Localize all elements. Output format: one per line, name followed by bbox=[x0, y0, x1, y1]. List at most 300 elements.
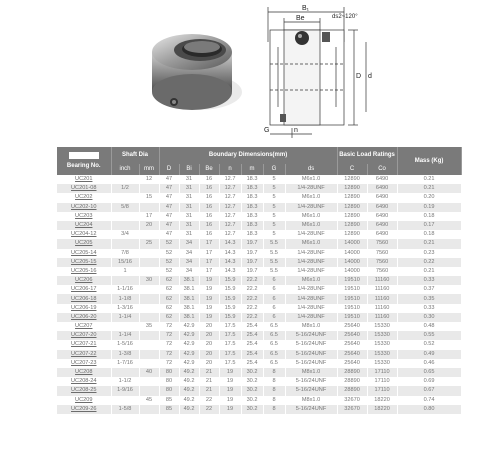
table-cell: 14000 bbox=[337, 249, 367, 258]
table-cell: 0.74 bbox=[397, 396, 461, 405]
table-cell: 19 bbox=[219, 368, 241, 377]
table-cell: 14.3 bbox=[219, 267, 241, 276]
table-cell: 12890 bbox=[337, 203, 367, 212]
bearing-no-link[interactable]: UC206-20 bbox=[57, 313, 111, 322]
table-row bbox=[57, 405, 461, 414]
table-cell bbox=[139, 313, 159, 322]
table-cell: 20 bbox=[199, 340, 219, 349]
table-cell: 15330 bbox=[367, 359, 397, 368]
table-cell: M6x1.0 bbox=[285, 175, 337, 184]
table-cell: 15330 bbox=[367, 322, 397, 331]
table-row bbox=[57, 359, 461, 368]
table-row bbox=[57, 368, 461, 377]
table-cell: 7/8 bbox=[111, 249, 139, 258]
header-box bbox=[69, 152, 99, 159]
table-cell: 5 bbox=[263, 184, 285, 193]
bearing-no-link[interactable]: UC208-24 bbox=[57, 377, 111, 386]
table-cell: 19.7 bbox=[241, 239, 263, 248]
table-cell: 1-3/8 bbox=[111, 350, 139, 359]
table-cell: 62 bbox=[159, 313, 179, 322]
table-cell: 17.5 bbox=[219, 322, 241, 331]
table-row bbox=[57, 193, 461, 202]
table-cell: 25 bbox=[139, 239, 159, 248]
bearing-no-link[interactable]: UC206-18 bbox=[57, 294, 111, 303]
table-cell: 22.2 bbox=[241, 294, 263, 303]
table-cell bbox=[111, 212, 139, 221]
table-cell: 0.37 bbox=[397, 285, 461, 294]
table-row bbox=[57, 221, 461, 230]
table-cell: 0.46 bbox=[397, 359, 461, 368]
table-cell: 19.7 bbox=[241, 258, 263, 267]
table-cell: 52 bbox=[159, 258, 179, 267]
table-cell: 25.4 bbox=[241, 331, 263, 340]
table-cell: 6.5 bbox=[263, 331, 285, 340]
bearing-no-link[interactable]: UC205-14 bbox=[57, 249, 111, 258]
table-cell: 0.22 bbox=[397, 258, 461, 267]
table-cell: 18.3 bbox=[241, 203, 263, 212]
table-cell: 1-9/16 bbox=[111, 386, 139, 395]
bearing-photo bbox=[138, 28, 258, 118]
table-cell: 19 bbox=[199, 285, 219, 294]
table-cell: 7560 bbox=[367, 239, 397, 248]
table-cell: 7560 bbox=[367, 267, 397, 276]
table-cell: 38.1 bbox=[179, 294, 199, 303]
table-cell: 17.5 bbox=[219, 340, 241, 349]
table-cell: 16 bbox=[199, 193, 219, 202]
table-cell: 49.2 bbox=[179, 368, 199, 377]
table-cell: 31 bbox=[179, 184, 199, 193]
table-cell: 72 bbox=[159, 340, 179, 349]
table-cell: 6490 bbox=[367, 184, 397, 193]
table-cell: 0.21 bbox=[397, 239, 461, 248]
mass-header: Mass (Kg) bbox=[397, 147, 461, 175]
subheader-m: m bbox=[241, 164, 263, 175]
table-cell: 1-1/8 bbox=[111, 294, 139, 303]
table-cell bbox=[139, 405, 159, 414]
table-cell: 30.2 bbox=[241, 386, 263, 395]
table-cell: 22.2 bbox=[241, 304, 263, 313]
table-cell: 12.7 bbox=[219, 193, 241, 202]
table-cell: 19 bbox=[199, 313, 219, 322]
table-cell: 25640 bbox=[337, 340, 367, 349]
table-cell: 52 bbox=[159, 239, 179, 248]
table-cell: 38.1 bbox=[179, 276, 199, 285]
table-row bbox=[57, 294, 461, 303]
table-cell: 45 bbox=[139, 396, 159, 405]
table-cell bbox=[139, 386, 159, 395]
table-row bbox=[57, 350, 461, 359]
table-cell: 5.5 bbox=[263, 267, 285, 276]
table-cell: 0.21 bbox=[397, 267, 461, 276]
bearing-no-link[interactable]: UC203 bbox=[57, 212, 111, 221]
table-cell: 6.5 bbox=[263, 322, 285, 331]
ds-label: ds2~120° bbox=[332, 14, 358, 20]
table-row bbox=[57, 396, 461, 405]
table-cell: 49.2 bbox=[179, 396, 199, 405]
table-cell: 34 bbox=[179, 267, 199, 276]
table-cell: 25.4 bbox=[241, 340, 263, 349]
subheader-Be: Be bbox=[199, 164, 219, 175]
table-cell: 1/4-28UNF bbox=[285, 230, 337, 239]
table-cell: 40 bbox=[139, 368, 159, 377]
table-cell: 3/4 bbox=[111, 230, 139, 239]
bearing-no-link[interactable]: UC202 bbox=[57, 193, 111, 202]
spec-table bbox=[57, 147, 462, 414]
table-cell bbox=[139, 285, 159, 294]
table-cell: 6490 bbox=[367, 230, 397, 239]
table-cell: 1-1/4 bbox=[111, 313, 139, 322]
subheader-Bi: Bi bbox=[179, 164, 199, 175]
table-cell: 6490 bbox=[367, 193, 397, 202]
table-cell: 6490 bbox=[367, 175, 397, 184]
table-cell: 85 bbox=[159, 405, 179, 414]
table-cell: 19510 bbox=[337, 313, 367, 322]
bearing-no-link[interactable]: UC206-17 bbox=[57, 285, 111, 294]
table-cell: 6 bbox=[263, 304, 285, 313]
table-cell bbox=[111, 175, 139, 184]
table-cell: 0.33 bbox=[397, 276, 461, 285]
table-cell: 17 bbox=[199, 239, 219, 248]
table-cell: 6 bbox=[263, 285, 285, 294]
table-cell: 12.7 bbox=[219, 221, 241, 230]
table-cell: 15.9 bbox=[219, 313, 241, 322]
bearing-no-link[interactable]: UC208-25 bbox=[57, 386, 111, 395]
table-cell: 47 bbox=[159, 212, 179, 221]
table-cell bbox=[139, 267, 159, 276]
bearing-no-link[interactable]: UC207 bbox=[57, 322, 111, 331]
table-cell: 47 bbox=[159, 203, 179, 212]
table-row bbox=[57, 212, 461, 221]
table-cell: 19 bbox=[219, 405, 241, 414]
table-cell: 19 bbox=[199, 276, 219, 285]
table-cell: 34 bbox=[179, 258, 199, 267]
table-row bbox=[57, 386, 461, 395]
table-cell: 52 bbox=[159, 249, 179, 258]
table-cell: M6x1.0 bbox=[285, 276, 337, 285]
table-cell: 21 bbox=[199, 386, 219, 395]
table-cell: 21 bbox=[199, 368, 219, 377]
table-cell: 42.9 bbox=[179, 331, 199, 340]
table-cell: 16 bbox=[199, 184, 219, 193]
table-cell: 49.2 bbox=[179, 386, 199, 395]
table-cell: 31 bbox=[179, 221, 199, 230]
table-cell: 0.65 bbox=[397, 368, 461, 377]
table-cell: 5.5 bbox=[263, 249, 285, 258]
table-cell: 7560 bbox=[367, 258, 397, 267]
table-cell: 17.5 bbox=[219, 359, 241, 368]
bearing-no-link[interactable]: UC205-15 bbox=[57, 258, 111, 267]
table-cell: 22.2 bbox=[241, 285, 263, 294]
table-cell: 1-1/4 bbox=[111, 331, 139, 340]
table-row bbox=[57, 230, 461, 239]
table-cell: 19 bbox=[199, 294, 219, 303]
table-cell: 11160 bbox=[367, 276, 397, 285]
table-cell: 1/2 bbox=[111, 184, 139, 193]
table-cell: 0.18 bbox=[397, 230, 461, 239]
table-cell: 28890 bbox=[337, 377, 367, 386]
table-cell: 5-16/24UNF bbox=[285, 340, 337, 349]
table-cell: 6.5 bbox=[263, 340, 285, 349]
bearing-no-link[interactable]: UC201-08 bbox=[57, 184, 111, 193]
table-cell: 30.2 bbox=[241, 396, 263, 405]
bearing-no-link[interactable]: UC206-19 bbox=[57, 304, 111, 313]
table-cell: 72 bbox=[159, 359, 179, 368]
table-cell: 30.2 bbox=[241, 377, 263, 386]
table-cell: 15330 bbox=[367, 350, 397, 359]
table-cell: 18.3 bbox=[241, 230, 263, 239]
table-cell: 30 bbox=[139, 276, 159, 285]
table-cell: 0.33 bbox=[397, 304, 461, 313]
table-cell: 20 bbox=[139, 221, 159, 230]
table-cell: 25640 bbox=[337, 331, 367, 340]
cross-section-drawing bbox=[262, 2, 384, 140]
table-cell: 15330 bbox=[367, 340, 397, 349]
table-cell: 20 bbox=[199, 331, 219, 340]
table-cell: 8 bbox=[263, 377, 285, 386]
table-cell: 1/4-28UNF bbox=[285, 249, 337, 258]
table-cell: 1/4-28UNF bbox=[285, 313, 337, 322]
table-cell: 1-1/2 bbox=[111, 377, 139, 386]
table-cell: 18220 bbox=[367, 396, 397, 405]
table-cell: 11160 bbox=[367, 294, 397, 303]
table-cell: 16 bbox=[199, 175, 219, 184]
table-cell: 47 bbox=[159, 175, 179, 184]
table-cell: 15330 bbox=[367, 331, 397, 340]
table-row bbox=[57, 331, 461, 340]
table-cell: 17 bbox=[139, 212, 159, 221]
bearing-no-link[interactable]: UC207-20 bbox=[57, 331, 111, 340]
bearing-no-link[interactable]: UC201 bbox=[57, 175, 111, 184]
bearing-no-link[interactable]: UC207-23 bbox=[57, 359, 111, 368]
table-cell: 62 bbox=[159, 285, 179, 294]
table-cell: 5-16/24UNF bbox=[285, 386, 337, 395]
table-cell: 18.3 bbox=[241, 193, 263, 202]
table-cell: 15.9 bbox=[219, 285, 241, 294]
table-cell: 25640 bbox=[337, 359, 367, 368]
table-cell: 5.5 bbox=[263, 239, 285, 248]
table-cell: 14000 bbox=[337, 258, 367, 267]
table-cell: 12.7 bbox=[219, 203, 241, 212]
table-cell: 18.3 bbox=[241, 175, 263, 184]
table-cell: 31 bbox=[179, 230, 199, 239]
table-cell: 16 bbox=[199, 230, 219, 239]
table-cell: 12890 bbox=[337, 212, 367, 221]
table-cell bbox=[111, 193, 139, 202]
table-row bbox=[57, 258, 461, 267]
table-cell: 30.2 bbox=[241, 405, 263, 414]
table-cell: M6x1.0 bbox=[285, 193, 337, 202]
table-cell: 72 bbox=[159, 331, 179, 340]
table-cell: 1/4-28UNF bbox=[285, 267, 337, 276]
table-cell: 1/4-28UNF bbox=[285, 203, 337, 212]
subheader-inch: inch bbox=[111, 164, 139, 175]
table-cell: 17.5 bbox=[219, 331, 241, 340]
table-cell: 0.67 bbox=[397, 386, 461, 395]
table-cell: 0.49 bbox=[397, 350, 461, 359]
table-cell: 0.21 bbox=[397, 184, 461, 193]
table-cell: 18.3 bbox=[241, 212, 263, 221]
table-cell: 5 bbox=[263, 230, 285, 239]
table-cell: 20 bbox=[199, 350, 219, 359]
table-cell: 62 bbox=[159, 304, 179, 313]
table-cell: 25.4 bbox=[241, 322, 263, 331]
bearing-no-link[interactable]: UC202-10 bbox=[57, 203, 111, 212]
subheader-n: n bbox=[219, 164, 241, 175]
table-cell bbox=[111, 368, 139, 377]
bearing-no-link[interactable]: UC204 bbox=[57, 221, 111, 230]
table-cell bbox=[111, 396, 139, 405]
bearing-no-link[interactable]: UC209 bbox=[57, 396, 111, 405]
table-cell: 17110 bbox=[367, 368, 397, 377]
table-cell: 6.5 bbox=[263, 350, 285, 359]
d-label: d bbox=[368, 73, 372, 80]
table-cell: 22.2 bbox=[241, 276, 263, 285]
table-cell: 6490 bbox=[367, 203, 397, 212]
table-cell: 11160 bbox=[367, 313, 397, 322]
table-cell: 18.3 bbox=[241, 184, 263, 193]
subheader-Co: Co bbox=[367, 164, 397, 175]
table-cell: 22 bbox=[199, 396, 219, 405]
table-cell: 5 bbox=[263, 212, 285, 221]
table-cell: 12.7 bbox=[219, 184, 241, 193]
table-cell: M6x1.0 bbox=[285, 239, 337, 248]
table-cell: 47 bbox=[159, 230, 179, 239]
table-cell: 19510 bbox=[337, 285, 367, 294]
table-row bbox=[57, 203, 461, 212]
table-row bbox=[57, 285, 461, 294]
table-cell: 1/4-28UNF bbox=[285, 294, 337, 303]
table-cell: 1-5/8 bbox=[111, 405, 139, 414]
table-cell: 19 bbox=[219, 386, 241, 395]
table-cell: 8 bbox=[263, 405, 285, 414]
table-row bbox=[57, 175, 461, 184]
table-cell: 7560 bbox=[367, 249, 397, 258]
table-cell: 1-1/16 bbox=[111, 285, 139, 294]
bearing-no-label: Bearing No. bbox=[66, 163, 101, 169]
table-cell: 52 bbox=[159, 267, 179, 276]
table-cell: 11160 bbox=[367, 285, 397, 294]
table-cell: 62 bbox=[159, 276, 179, 285]
table-cell: 21 bbox=[199, 377, 219, 386]
bearing-no-link[interactable]: UC207-21 bbox=[57, 340, 111, 349]
table-cell: 12.7 bbox=[219, 175, 241, 184]
table-cell: 34 bbox=[179, 239, 199, 248]
table-cell: 18220 bbox=[367, 405, 397, 414]
table-cell: 12 bbox=[139, 175, 159, 184]
table-cell bbox=[139, 359, 159, 368]
table-cell: 12890 bbox=[337, 230, 367, 239]
table-cell: 22.2 bbox=[241, 313, 263, 322]
table-cell: 5 bbox=[263, 175, 285, 184]
bearing-no-link[interactable]: UC208 bbox=[57, 368, 111, 377]
table-cell: 17 bbox=[199, 249, 219, 258]
table-cell: 42.9 bbox=[179, 350, 199, 359]
table-cell bbox=[139, 340, 159, 349]
bearing-no-link[interactable]: UC204-12 bbox=[57, 230, 111, 239]
table-row bbox=[57, 276, 461, 285]
bearing-no-link[interactable]: UC206 bbox=[57, 276, 111, 285]
table-cell: 16 bbox=[199, 203, 219, 212]
table-cell: 14000 bbox=[337, 267, 367, 276]
table-cell: 20 bbox=[199, 322, 219, 331]
table-cell: 49.2 bbox=[179, 405, 199, 414]
table-cell: 19510 bbox=[337, 304, 367, 313]
table-cell: 17 bbox=[199, 267, 219, 276]
table-cell: 0.80 bbox=[397, 405, 461, 414]
table-cell: 42.9 bbox=[179, 359, 199, 368]
table-cell: 15.9 bbox=[219, 294, 241, 303]
subheader-mm: mm bbox=[139, 164, 159, 175]
header-row bbox=[57, 147, 461, 164]
table-cell: 5-16/24UNF bbox=[285, 405, 337, 414]
table-cell: 0.19 bbox=[397, 203, 461, 212]
table-cell: 35 bbox=[139, 322, 159, 331]
bearing-no-link[interactable]: UC207-22 bbox=[57, 350, 111, 359]
table-cell: 0.30 bbox=[397, 313, 461, 322]
table-cell: 34 bbox=[179, 249, 199, 258]
table-cell bbox=[139, 294, 159, 303]
table-cell: 19.7 bbox=[241, 249, 263, 258]
subheader-ds: ds bbox=[285, 164, 337, 175]
table-row bbox=[57, 304, 461, 313]
table-cell: 1/4-28UNF bbox=[285, 285, 337, 294]
table-cell: 12890 bbox=[337, 184, 367, 193]
table-cell: 14000 bbox=[337, 239, 367, 248]
table-cell: 38.1 bbox=[179, 304, 199, 313]
table-cell: 47 bbox=[159, 193, 179, 202]
table-cell: 31 bbox=[179, 203, 199, 212]
table-cell: 5.5 bbox=[263, 258, 285, 267]
table-cell: 25640 bbox=[337, 322, 367, 331]
table-row bbox=[57, 340, 461, 349]
table-row bbox=[57, 184, 461, 193]
table-cell: 80 bbox=[159, 377, 179, 386]
bearing-no-link[interactable]: UC205-16 bbox=[57, 267, 111, 276]
bearing-no-link[interactable]: UC205 bbox=[57, 239, 111, 248]
table-cell: 8 bbox=[263, 396, 285, 405]
table-cell: 85 bbox=[159, 396, 179, 405]
table-cell: 0.18 bbox=[397, 212, 461, 221]
bearing-no-link[interactable]: UC209-26 bbox=[57, 405, 111, 414]
g-label: G bbox=[264, 127, 270, 134]
table-cell bbox=[139, 304, 159, 313]
table-cell: 17.5 bbox=[219, 350, 241, 359]
table-cell: 6 bbox=[263, 294, 285, 303]
b1-label: B₁ bbox=[302, 5, 310, 12]
table-cell: 17110 bbox=[367, 377, 397, 386]
table-cell: 6.5 bbox=[263, 359, 285, 368]
table-cell: 1-7/16 bbox=[111, 359, 139, 368]
table-cell: 1-5/16 bbox=[111, 340, 139, 349]
table-cell: 49.2 bbox=[179, 377, 199, 386]
table-cell: 12890 bbox=[337, 175, 367, 184]
table-cell: 19510 bbox=[337, 276, 367, 285]
table-cell bbox=[139, 249, 159, 258]
table-cell: M8x1.0 bbox=[285, 322, 337, 331]
table-cell: 5 bbox=[263, 221, 285, 230]
table-cell: 14.3 bbox=[219, 258, 241, 267]
table-cell: 6 bbox=[263, 276, 285, 285]
table-cell: 30.2 bbox=[241, 368, 263, 377]
subheader-D: D bbox=[159, 164, 179, 175]
table-cell: M8x1.0 bbox=[285, 396, 337, 405]
table-cell: 0.35 bbox=[397, 294, 461, 303]
table-cell: 5 bbox=[263, 193, 285, 202]
table-cell: 0.23 bbox=[397, 249, 461, 258]
table-cell: 12890 bbox=[337, 193, 367, 202]
table-row bbox=[57, 377, 461, 386]
table-cell: 1/4-28UNF bbox=[285, 184, 337, 193]
